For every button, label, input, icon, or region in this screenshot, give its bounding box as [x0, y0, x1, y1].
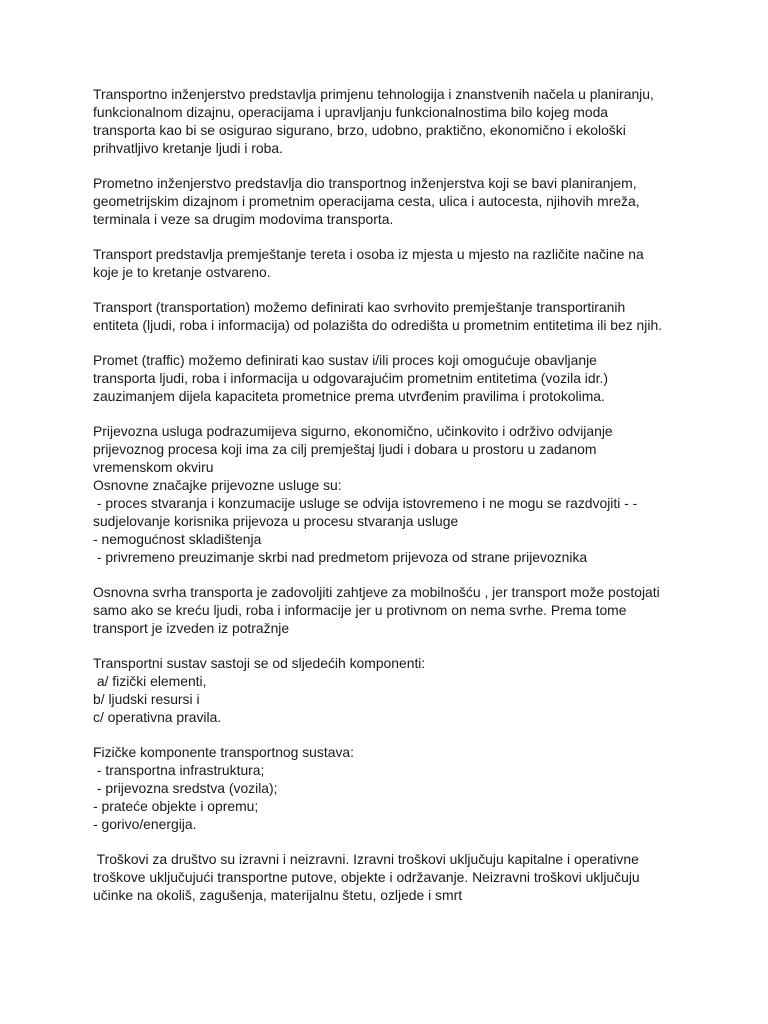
text-line: geometrijskim dizajnom i prometnim operacijama cesta, ulica i autocesta, njihovih mreža, [93, 193, 640, 209]
text-line: funkcionalnom dizajnu, operacijama i upravljanju funkcionalnostima bilo kojeg moda [93, 104, 609, 120]
text-line: koje je to kretanje ostvareno. [93, 264, 271, 280]
text-line: prijevoznog procesa koji ima za cilj premještaj ljudi i dobara u prostoru u zadanom [93, 441, 597, 457]
text-line: transport je izveden iz potražnje [93, 620, 290, 636]
paragraph [93, 654, 693, 726]
text-line: - gorivo/energija. [93, 816, 197, 832]
text-line: - prijevozna sredstva (vozila); [93, 780, 278, 796]
text-line: vremenskom okviru [93, 459, 214, 475]
text-line: - nemogućnost skladištenja [93, 531, 262, 547]
text-line: Promet (traffic) možemo definirati kao sustav i/ili proces koji omogućuje obavljanje [93, 352, 597, 368]
paragraph [93, 174, 693, 228]
text-line: troškove uključujući transportne putove, objekte i održavanje. Neizravni troškovi uključuju [93, 869, 640, 885]
text-line: samo ako se kreću ljudi, roba i informacije jer u protivnom on nema svrhe. Prema tome [93, 602, 627, 618]
text-line: transporta ljudi, roba i informacija u odgovarajućim prometnim entitetima (vozila idr.) [93, 370, 608, 386]
text-line: Transport predstavlja premještanje tereta i osoba iz mjesta u mjesto na različite načine na [93, 246, 644, 262]
text-line: Troškovi za društvo su izravni i neizravni. Izravni troškovi uključuju kapitalne i operativne [93, 851, 639, 867]
text-line: sudjelovanje korisnika prijevoza u procesu stvaranja usluge [93, 513, 459, 529]
paragraph [93, 351, 693, 405]
paragraph [93, 743, 693, 833]
text-line: zauzimanjem dijela kapaciteta prometnice prema utvrđenim pravilima i protokolima. [93, 388, 605, 404]
text-line: transporta kao bi se osigurao sigurano, brzo, udobno, praktično, ekonomično i ekološki [93, 122, 626, 138]
text-line: - prateće objekte i opremu; [93, 798, 259, 814]
text-line: učinke na okoliš, zagušenja, materijalnu štetu, ozljede i smrt [93, 887, 463, 903]
text-line: Osnovna svrha transporta je zadovoljiti zahtjeve za mobilnošću , jer transport može postojati [93, 584, 660, 600]
text-line: Prijevozna usluga podrazumijeva sigurno, ekonomično, učinkovito i održivo odvijanje [93, 423, 613, 439]
text-line: Osnovne značajke prijevozne usluge su: [93, 477, 342, 493]
document-body [93, 85, 693, 921]
paragraph [93, 245, 693, 281]
text-line: a/ fizički elementi, [93, 673, 207, 689]
text-line: Transportni sustav sastoji se od sljedećih komponenti: [93, 655, 426, 671]
text-line: Prometno inženjerstvo predstavlja dio transportnog inženjerstva koji se bavi planiranjem, [93, 175, 637, 191]
text-line: Transportno inženjerstvo predstavlja primjenu tehnologija i znanstvenih načela u planiranju, [93, 86, 654, 102]
paragraph [93, 298, 693, 334]
text-line: terminala i veze sa drugim modovima transporta. [93, 211, 394, 227]
text-line: entiteta (ljudi, roba i informacija) od polazišta do odredišta u prometnim entitetima ili bez njih. [93, 317, 663, 333]
paragraph [93, 422, 693, 566]
text-line: - privremeno preuzimanje skrbi nad predmetom prijevoza od strane prijevoznika [93, 549, 588, 565]
text-line: Fizičke komponente transportnog sustava: [93, 744, 354, 760]
text-line: b/ ljudski resursi i [93, 691, 200, 707]
paragraph [93, 85, 693, 157]
text-line: - transportna infrastruktura; [93, 762, 265, 778]
paragraph [93, 583, 693, 637]
text-line: prihvatljivo kretanje ljudi i roba. [93, 140, 283, 156]
text-line: c/ operativna pravila. [93, 709, 222, 725]
paragraph [93, 850, 693, 904]
text-line: - proces stvaranja i konzumacije usluge se odvija istovremeno i ne mogu se razdvojiti - - [93, 495, 638, 511]
text-line: Transport (transportation) možemo definirati kao svrhovito premještanje transportiranih [93, 299, 626, 315]
